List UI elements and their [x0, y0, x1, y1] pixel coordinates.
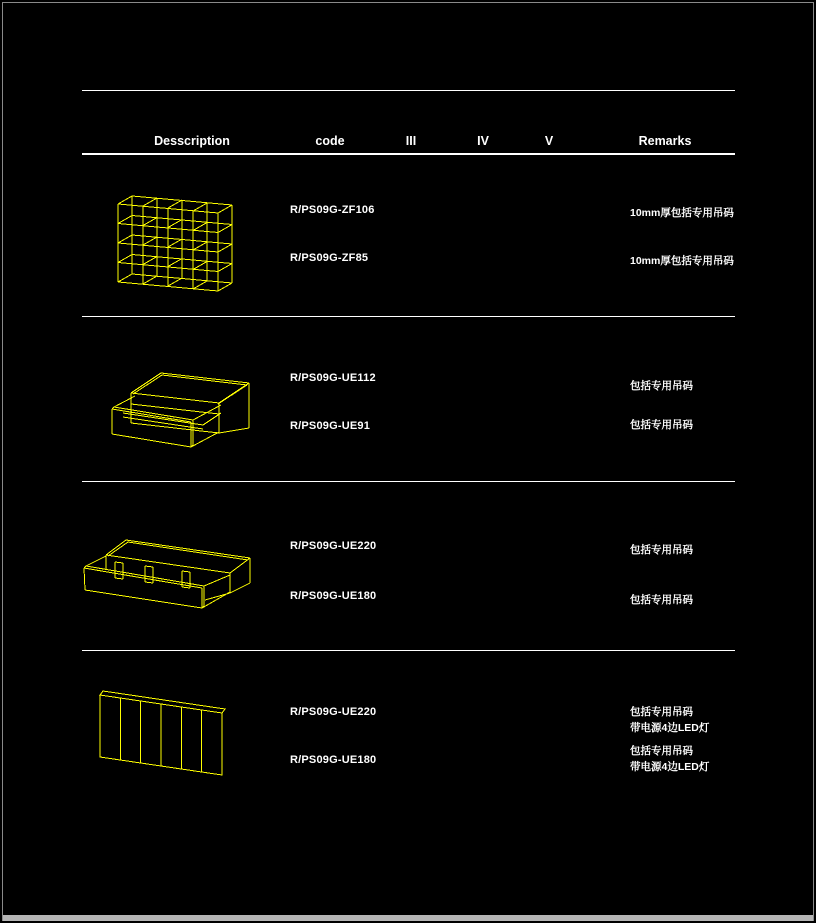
header-code: code — [315, 134, 345, 148]
part-remark: 包括专用吊码 — [630, 745, 693, 757]
wide-drawer-cabinet-drawing — [75, 525, 275, 625]
table-rule-row1 — [82, 316, 735, 317]
part-code: R/PS09G-UE220 — [290, 540, 377, 552]
cube-shelf-unit-drawing — [100, 180, 260, 300]
part-code: R/PS09G-UE220 — [290, 706, 377, 718]
drawer-cabinet-drawing — [95, 360, 275, 470]
header-col-v: V — [544, 134, 554, 148]
part-remark: 10mm厚包括专用吊码 — [630, 255, 734, 267]
header-col-iii: III — [405, 134, 417, 148]
part-code: R/PS09G-UE112 — [290, 372, 376, 384]
header-col-iv: IV — [477, 134, 489, 148]
header-description: Desscription — [154, 134, 230, 148]
part-code: R/PS09G-ZF106 — [290, 204, 375, 216]
part-remark: 10mm厚包括专用吊码 — [630, 207, 734, 219]
part-code: R/PS09G-UE180 — [290, 754, 377, 766]
hatched-panel-drawing — [85, 680, 245, 790]
part-remark: 包括专用吊码 — [630, 419, 693, 431]
table-rule-header — [82, 153, 735, 155]
header-remarks: Remarks — [638, 134, 692, 148]
part-code: R/PS09G-UE91 — [290, 420, 371, 432]
part-code: R/PS09G-UE180 — [290, 590, 377, 602]
table-rule-row3 — [82, 650, 735, 651]
part-remark: 包括专用吊码 — [630, 594, 693, 606]
part-remark: 包括专用吊码 — [630, 706, 693, 718]
part-remark-line2: 带电源4边LED灯 — [630, 761, 710, 773]
table-rule-row2 — [82, 481, 735, 482]
sheet-bottom-strip — [3, 915, 813, 921]
table-rule-top — [82, 90, 735, 91]
part-code: R/PS09G-ZF85 — [290, 252, 369, 264]
part-remark: 包括专用吊码 — [630, 380, 693, 392]
part-remark-line2: 带电源4边LED灯 — [630, 722, 710, 734]
part-remark: 包括专用吊码 — [630, 544, 693, 556]
